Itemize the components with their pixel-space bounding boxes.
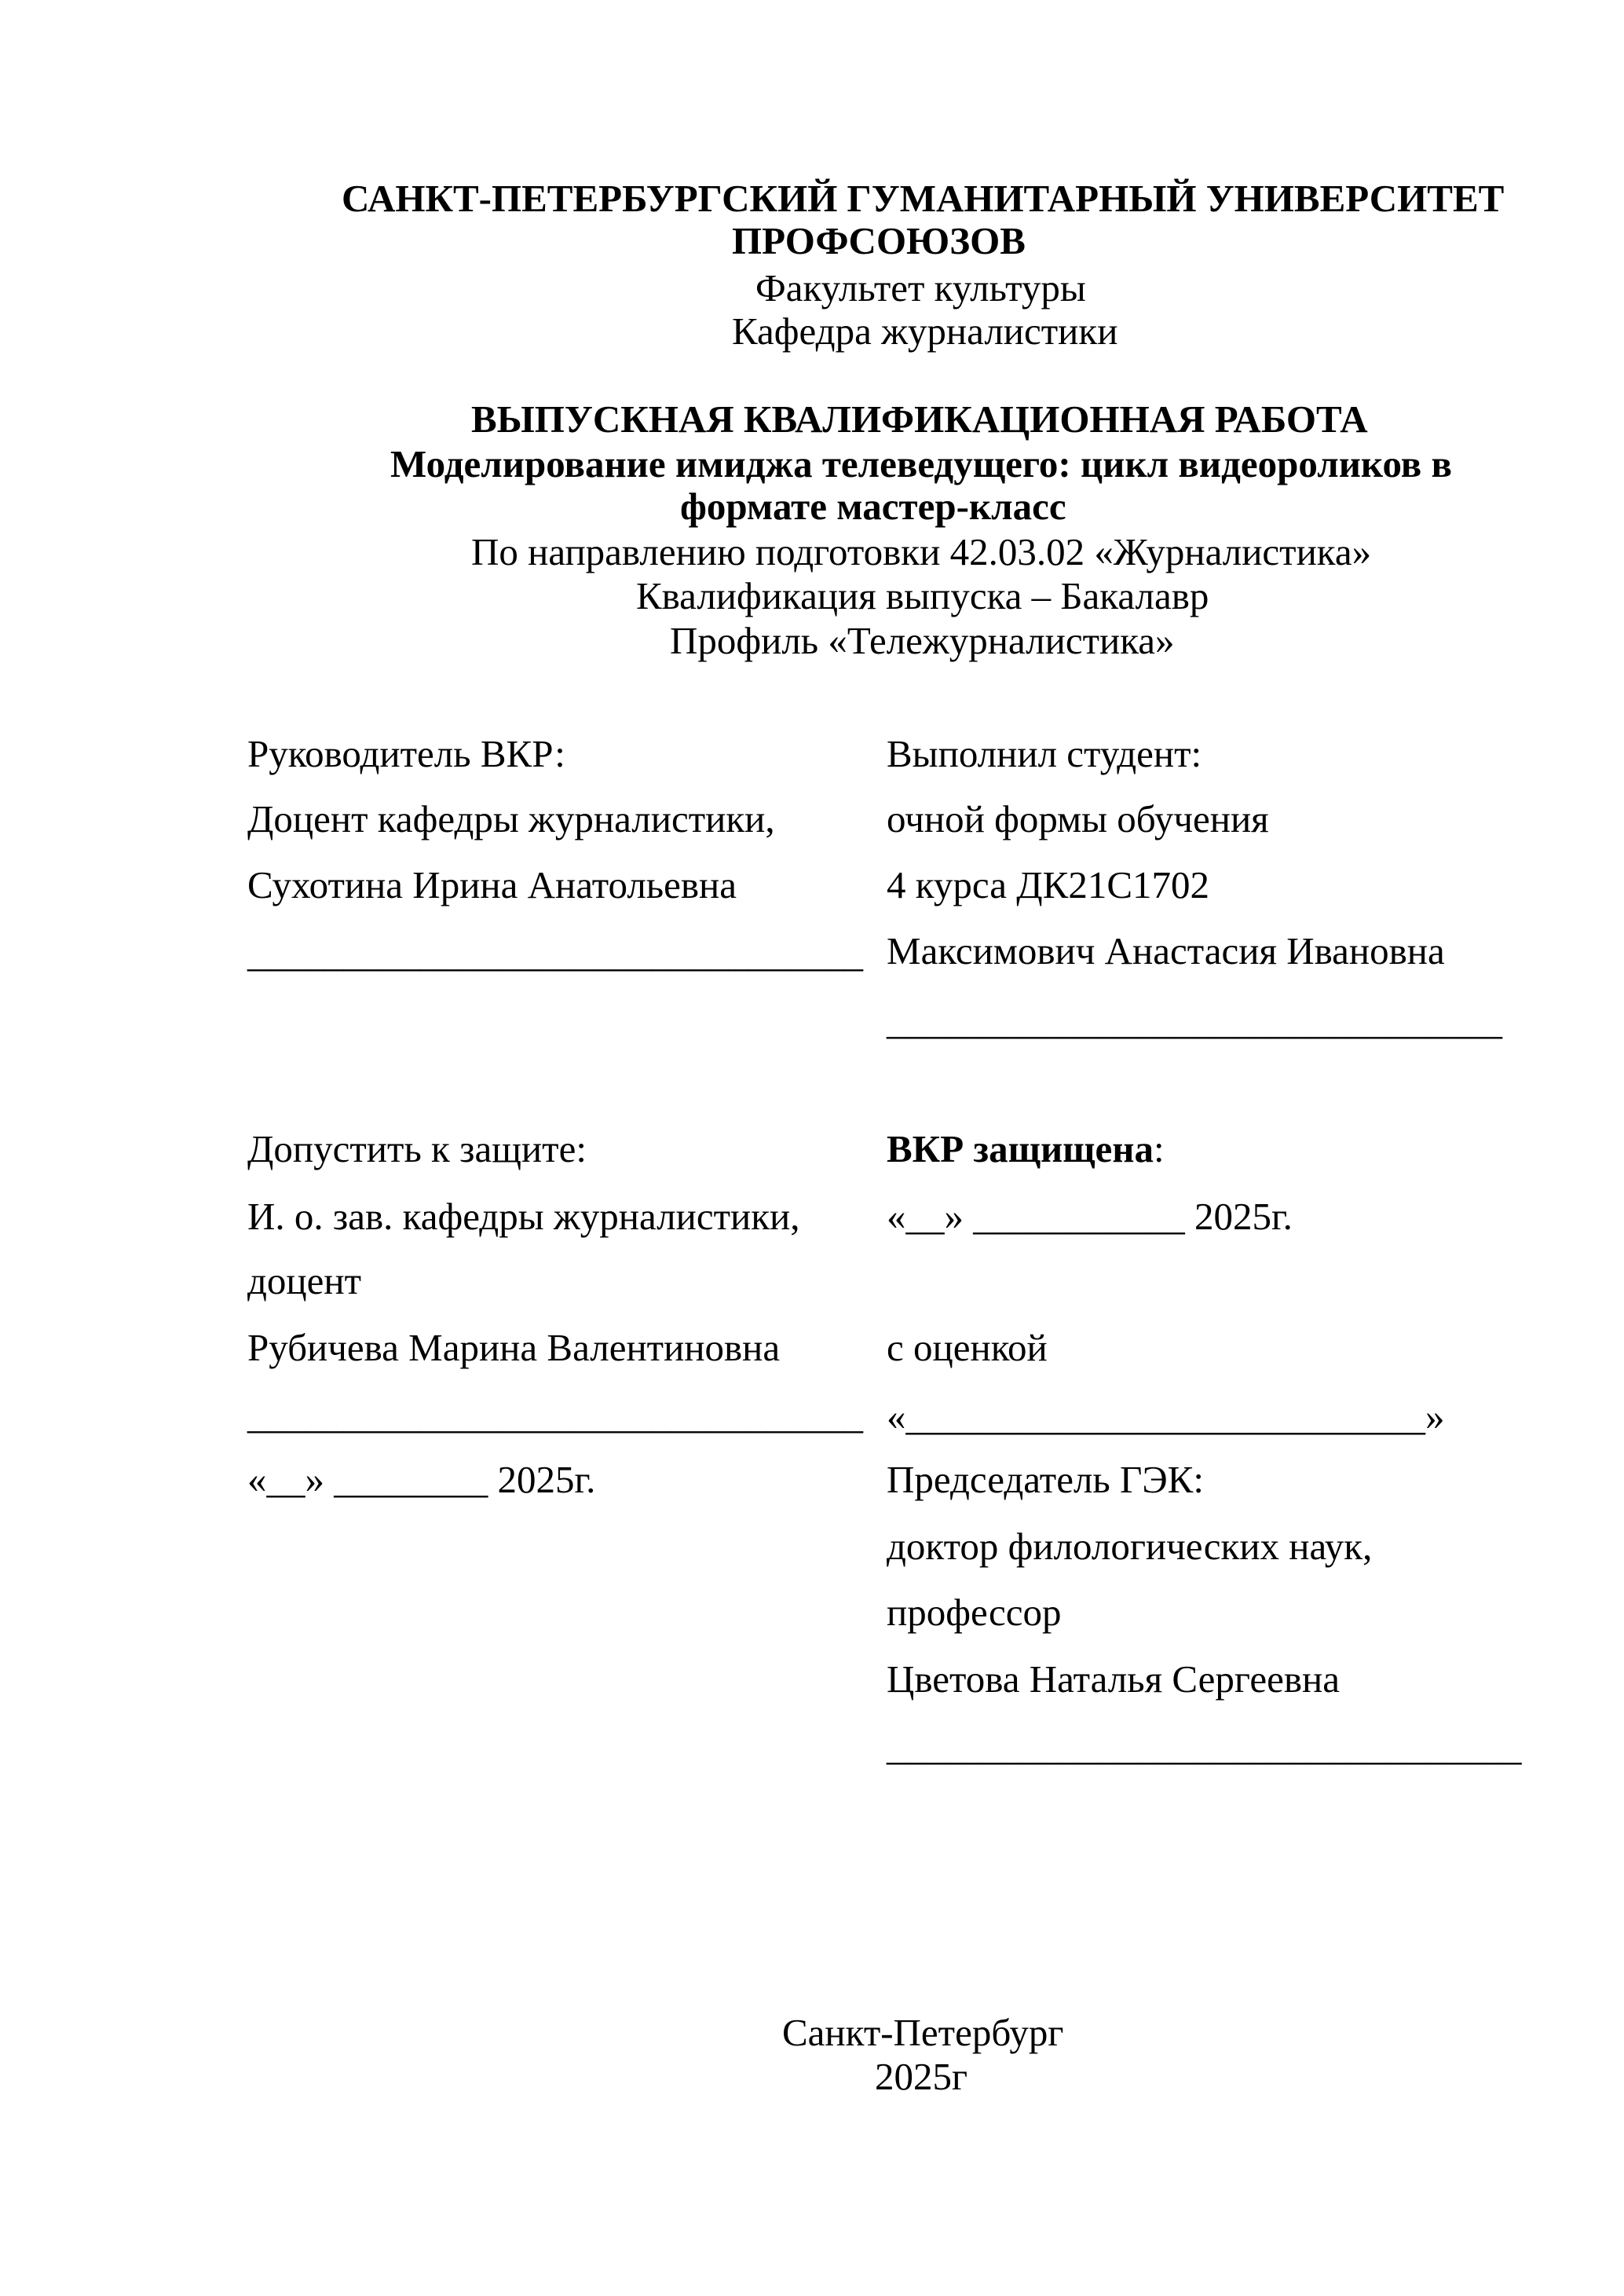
faculty: Факультет культуры <box>755 266 1086 309</box>
student-label: Выполнил студент: <box>887 732 1202 775</box>
student-name: Максимович Анастасия Ивановна <box>887 929 1445 972</box>
work-type: ВЫПУСКНАЯ КВАЛИФИКАЦИОННАЯ РАБОТА <box>471 397 1368 441</box>
supervisor-signature-line: ________________________________ <box>247 932 863 975</box>
supervisor-name: Сухотина Ирина Анатольевна <box>247 863 737 906</box>
grade-label: с оценкой <box>887 1326 1048 1369</box>
work-title: Моделирование имиджа телеведущего: цикл видеороликов в <box>390 442 1452 485</box>
supervisor-label: Руководитель ВКР: <box>247 732 565 775</box>
city: Санкт-Петербург <box>782 2011 1064 2054</box>
university-name-cont: ПРОФСОЮЗОВ <box>732 219 1026 262</box>
profile: Профиль «Тележурналистика» <box>670 619 1175 662</box>
admission-position-cont: доцент <box>247 1259 362 1302</box>
admission-name: Рубичева Марина Валентиновна <box>247 1326 781 1369</box>
qualification: Квалификация выпуска – Бакалавр <box>636 574 1209 617</box>
grade-line: «___________________________» <box>887 1395 1445 1438</box>
supervisor-position: Доцент кафедры журналистики, <box>247 797 775 840</box>
admission-date: «__» ________ 2025г. <box>247 1458 596 1501</box>
admission-signature-line: ________________________________ <box>247 1393 863 1437</box>
chair-position-cont: профессор <box>887 1591 1062 1634</box>
defense-label-bold: ВКР защищена <box>887 1127 1154 1170</box>
student-signature-line: ________________________________ <box>887 999 1502 1042</box>
defense-label <box>887 1127 1165 1171</box>
admission-position: И. о. зав. кафедры журналистики, <box>247 1195 800 1238</box>
chair-name: Цветова Наталья Сергеевна <box>887 1657 1340 1701</box>
defense-date: «__» ___________ 2025г. <box>887 1195 1293 1238</box>
chair-signature-line: _________________________________ <box>887 1725 1522 1768</box>
university-name: САНКТ-ПЕТЕРБУРГСКИЙ ГУМАНИТАРНЫЙ УНИВЕРСИТЕТ <box>342 177 1505 220</box>
work-title-cont: формате мастер-класс <box>680 485 1066 528</box>
chair-label: Председатель ГЭК: <box>887 1458 1204 1501</box>
chair-position: доктор филологических наук, <box>887 1525 1373 1568</box>
defense-label-colon: : <box>1154 1127 1165 1170</box>
student-form: очной формы обучения <box>887 797 1269 840</box>
student-course: 4 курса ДК21С1702 <box>887 863 1209 906</box>
year: 2025г <box>875 2055 968 2098</box>
department: Кафедра журналистики <box>732 309 1118 353</box>
admission-label: Допустить к защите: <box>247 1127 587 1170</box>
direction: По направлению подготовки 42.03.02 «Журналистика» <box>471 530 1372 573</box>
